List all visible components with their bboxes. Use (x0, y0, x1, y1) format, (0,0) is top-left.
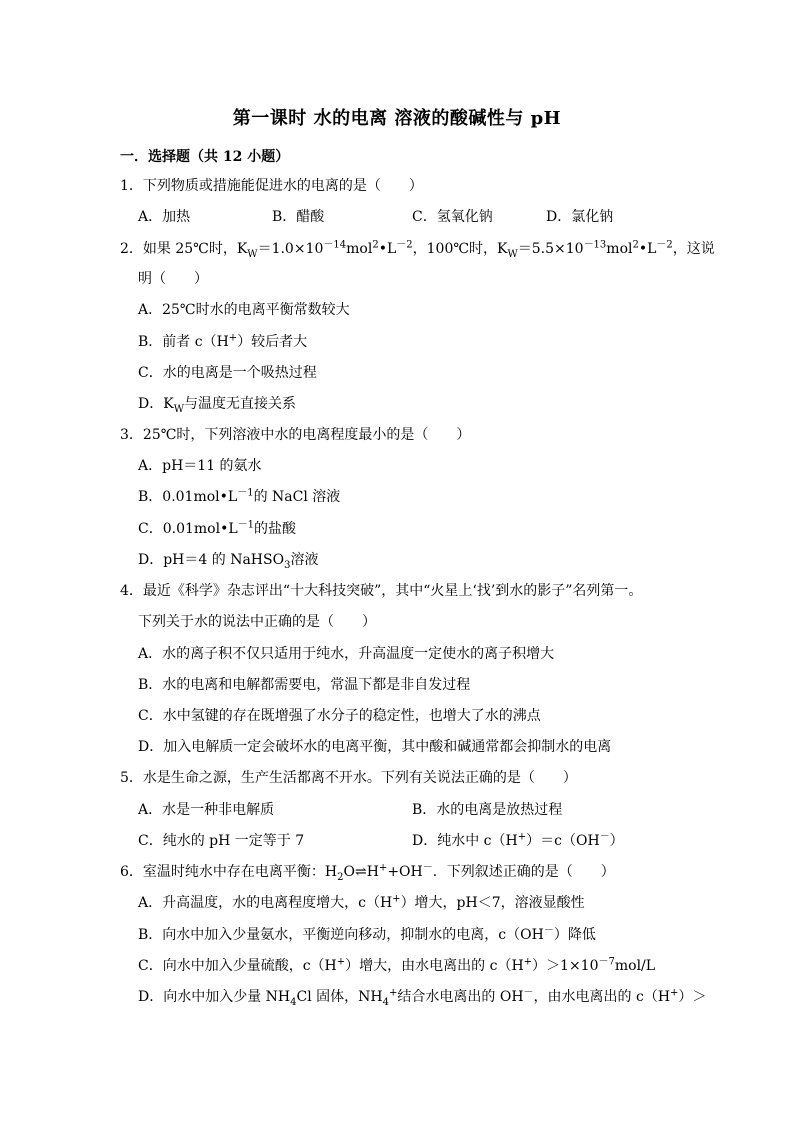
question-2-option-b: B．前者 c（H+）较后者大 (138, 332, 308, 350)
question-5-option-a: A．水是一种非电解质 (138, 802, 275, 818)
question-5-option-b: B．水的电离是放热过程 (412, 802, 563, 818)
question-4-stem: 4．最近《科学》杂志评出“十大科技突破”，其中“火星上‘找’到水的影子”名列第一。 (120, 583, 643, 599)
question-6-option-a: A．升高温度，水的电离程度增大，c（H+）增大，pH＜7，溶液显酸性 (138, 893, 585, 911)
page-title: 第一课时 水的电离 溶液的酸碱性与 pH (232, 108, 562, 129)
question-6-option-b: B．向水中加入少量氨水，平衡逆向移动，抑制水的电离，c（OH－）降低 (138, 925, 596, 943)
question-1-option-c: C．氢氧化钠 (412, 209, 493, 225)
question-5-stem: 5．水是生命之源，生产生活都离不开水。下列有关说法正确的是（ ） (120, 770, 577, 786)
question-1-stem: 1．下列物质或措施能促进水的电离的是（ ） (120, 178, 423, 194)
question-4-option-c: C．水中氢键的存在既增强了水分子的稳定性，也增大了水的沸点 (138, 708, 541, 724)
question-1-option-a: A．加热 (138, 209, 191, 225)
question-5-option-d: D．纯水中 c（H+）＝c（OH－） (412, 831, 624, 849)
question-4-option-a: A．水的离子积不仅只适用于纯水，升高温度一定使水的离子积增大 (138, 646, 555, 662)
question-4-option-b: B．水的电离和电解都需要电，常温下都是非自发过程 (138, 677, 471, 693)
question-5-option-c: C．纯水的 pH 一定等于 7 (138, 833, 305, 849)
question-2-stem: 2．如果 25℃时，$K_W=1.0\times 10^{-14}mol^2•L^{-2}$，100℃时，$K_W=5.5\times 10^{-13}mol^2•L^{-2}$，这说 (120, 239, 715, 260)
question-6-stem: 6．室温时纯水中存在电离平衡：$H_2O\rightleftharpoons H^++OH^-$．下列叙述正确的是（ ） (120, 862, 615, 883)
question-3-option-b: B．$0.01mol•L^{-1}$的 NaCl 溶液 (138, 487, 341, 505)
question-4-stem-continued: 下列关于水的说法中正确的是（ ） (138, 614, 376, 630)
question-2-option-d: D．$K_W$与温度无直接关系 (138, 396, 296, 415)
section-heading: 一．选择题（共 12 小题） (120, 149, 290, 165)
question-3-option-c: C．$0.01mol•L^{-1}$的盐酸 (138, 519, 296, 537)
question-1-option-b: B．醋酸 (272, 209, 325, 225)
question-1-option-d: D．氯化钠 (546, 209, 614, 225)
question-2-stem-continued: 明（ ） (138, 271, 208, 287)
question-3-stem: 3．25℃时，下列溶液中水的电离程度最小的是（ ） (120, 427, 471, 443)
question-3-option-d: D．pH＝4 的 NaHSO$_3$溶液 (138, 552, 319, 571)
question-4-option-d: D．加入电解质一定会破坏水的电离平衡，其中酸和碱通常都会抑制水的电离 (138, 739, 612, 755)
question-6-option-d: D．向水中加入少量 $NH_4Cl$ 固体，$NH_4^+$结合水电离出的 OH－，由水电离出的 c（H+）＞ (138, 987, 707, 1008)
question-3-option-a: A．pH＝11 的氨水 (138, 458, 262, 474)
question-6-option-c: C．向水中加入少量硫酸，c（H+）增大，由水电离出的 $c(H^+)>1\times 10^{-7}mol/L$ (138, 956, 656, 974)
question-2-option-a: A．25℃时水的电离平衡常数较大 (138, 302, 350, 318)
question-2-option-c: C．水的电离是一个吸热过程 (138, 365, 317, 381)
